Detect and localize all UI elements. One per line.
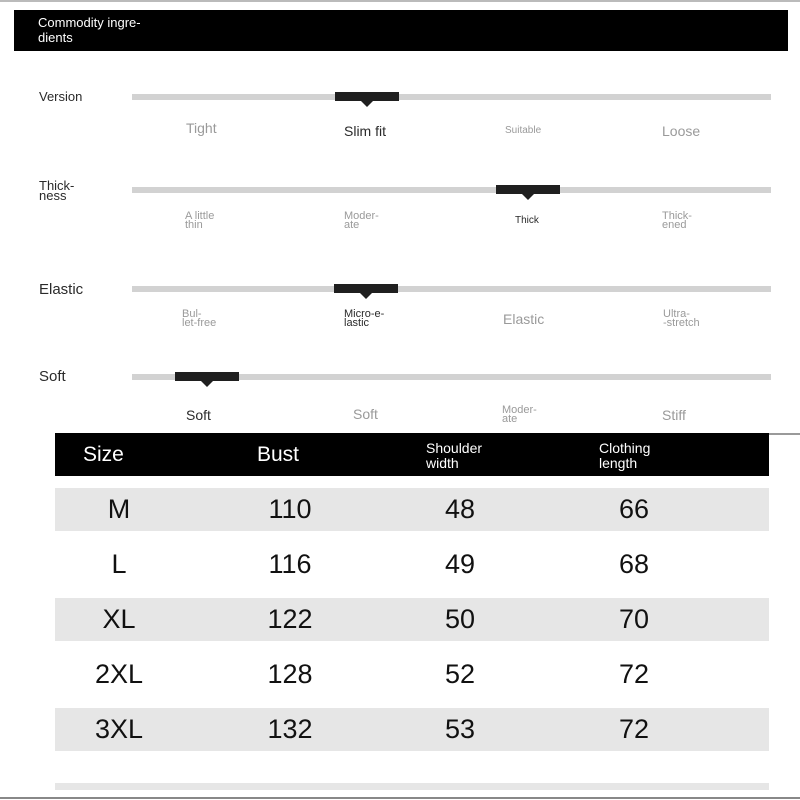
- selection-marker: [335, 92, 399, 101]
- attribute-track: [132, 374, 771, 380]
- clothing-length-cell: 72: [618, 659, 650, 689]
- table-row: [55, 488, 769, 531]
- selection-marker: [334, 284, 398, 293]
- table-row: [55, 598, 769, 641]
- divider: [769, 433, 800, 435]
- option-label: Ultra- -stretch: [663, 308, 700, 329]
- option-label: Suitable: [505, 125, 542, 136]
- top-rule: [0, 0, 800, 2]
- bust-cell: 132: [267, 714, 313, 744]
- column-header-size: Size: [83, 443, 124, 466]
- option-label-selected: Micro-e- lastic: [344, 308, 385, 329]
- bust-cell: 110: [268, 494, 312, 524]
- size-cell: XL: [102, 604, 136, 634]
- attribute-track: [132, 286, 771, 292]
- attribute-label: Elastic: [39, 281, 84, 298]
- attribute-label: Thick- ness: [39, 178, 75, 203]
- header-bar: [14, 10, 788, 51]
- column-header-clothing-length: Clothing length: [599, 440, 651, 471]
- size-table-header: [55, 433, 769, 476]
- option-label: Moder- ate: [344, 210, 379, 231]
- option-label-selected: Soft: [186, 407, 211, 423]
- clothing-length-cell: 70: [618, 604, 650, 634]
- shoulder-width-cell: 48: [444, 494, 476, 524]
- option-label: Elastic: [503, 311, 545, 327]
- shoulder-width-cell: 49: [444, 549, 476, 579]
- attribute-track: [132, 94, 771, 100]
- option-label: Moder- ate: [502, 404, 537, 425]
- size-cell: L: [111, 549, 127, 579]
- shoulder-width-cell: 52: [444, 659, 476, 689]
- size-cell: 3XL: [94, 714, 144, 744]
- option-label-selected: Slim fit: [344, 123, 386, 139]
- size-cell: M: [107, 494, 131, 524]
- bottom-rule: [0, 797, 800, 799]
- attribute-label: Version: [39, 89, 83, 104]
- bottom-strip: [55, 783, 769, 790]
- selection-marker: [496, 185, 560, 194]
- option-label: Tight: [186, 120, 217, 136]
- table-row: [55, 543, 769, 586]
- option-label: Stiff: [662, 407, 686, 423]
- bust-cell: 128: [267, 659, 313, 689]
- selection-marker: [175, 372, 239, 381]
- option-label: Loose: [662, 123, 701, 139]
- attribute-label: Soft: [39, 368, 66, 385]
- bust-cell: 116: [268, 549, 312, 579]
- option-label-selected: Thick: [515, 215, 539, 226]
- shoulder-width-cell: 50: [444, 604, 476, 634]
- column-header-shoulder-width: Shoulder width: [426, 440, 483, 471]
- size-cell: 2XL: [94, 659, 144, 689]
- option-label: Bul- let-free: [182, 308, 217, 329]
- clothing-length-cell: 66: [618, 494, 650, 524]
- attribute-track: [132, 187, 771, 193]
- option-label: Soft: [353, 406, 378, 422]
- bust-cell: 122: [267, 604, 313, 634]
- clothing-length-cell: 68: [618, 549, 650, 579]
- table-row: [55, 708, 769, 751]
- table-row: [55, 653, 769, 696]
- clothing-length-cell: 72: [618, 714, 650, 744]
- shoulder-width-cell: 53: [444, 714, 476, 744]
- column-header-bust: Bust: [257, 443, 300, 466]
- header-title: Commodity ingre- dients: [38, 15, 141, 45]
- option-label: A little thin: [185, 210, 215, 231]
- option-label: Thick- ened: [662, 210, 692, 231]
